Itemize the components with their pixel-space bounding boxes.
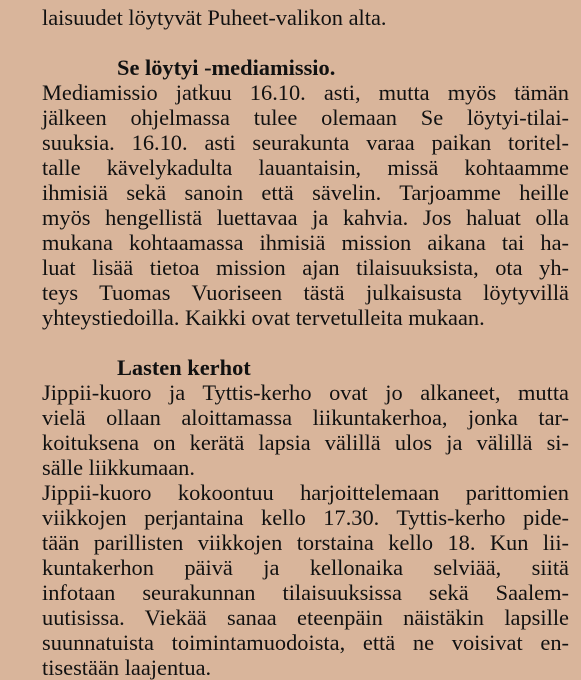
kids-text-line: Jippii-kuoro ja Tyttis-kerho ovat jo alkaneet, mutta <box>42 380 569 405</box>
intro-line: laisuudet löytyvät Puheet-valikon alta. <box>42 5 387 30</box>
kids-text-line: suunnatuista toimintamuodoista, että ne voisivat en- <box>42 630 569 655</box>
kids-heading: Lasten kerhot <box>117 355 251 380</box>
kids-text-line: koituksena on kerätä lapsia välillä ulos ja välillä si- <box>42 430 569 455</box>
kids-text-line: tisestään laajentua. <box>42 655 212 680</box>
kids-text-line: sälle liikkumaan. <box>42 455 195 480</box>
mission-text-line: Mediamissio jatkuu 16.10. asti, mutta myös tämän <box>42 80 569 105</box>
mission-text-line: luat lisää tietoa mission ajan tilaisuuksista, ota yh- <box>42 255 569 280</box>
kids-text-line: viikkojen perjantaina kello 17.30. Tyttis-kerho pide- <box>42 505 569 530</box>
mission-heading: Se löytyi -mediamissio. <box>117 55 336 80</box>
kids-text-line: kuntakerhon päivä ja kellonaika selviää, siitä <box>42 555 569 580</box>
mission-text-line: jälkeen ohjelmassa tulee olemaan Se löytyi-tilai- <box>42 105 569 130</box>
kids-text-line: infotaan seurakunnan tilaisuuksissa sekä Saalem- <box>42 580 569 605</box>
mission-text-line: yhteystiedoilla. Kaikki ovat tervetulleita mukaan. <box>42 305 485 330</box>
kids-text-line: uutisissa. Viekää sanaa eteenpäin näistäkin lapsille <box>42 605 569 630</box>
mission-text-line: ihmisiä sekä sanoin että sävelin. Tarjoamme heille <box>42 180 569 205</box>
mission-text-line: teys Tuomas Vuoriseen tästä julkaisusta löytyvillä <box>42 280 569 305</box>
mission-text-line: suuksia. 16.10. asti seurakunta varaa paikan toritel- <box>42 130 569 155</box>
mission-text-line: talle kävelykadulta lauantaisin, missä kohtaamme <box>42 155 569 180</box>
kids-text-line: vielä ollaan aloittamassa liikuntakerhoa, jonka tar- <box>42 405 569 430</box>
kids-text-line: Jippii-kuoro kokoontuu harjoittelemaan parittomien <box>42 480 569 505</box>
mission-text-line: myös hengellistä luettavaa ja kahvia. Jos haluat olla <box>42 205 569 230</box>
mission-text-line: mukana kohtaamassa ihmisiä mission aikana tai ha- <box>42 230 569 255</box>
kids-text-line: tään parillisten viikkojen torstaina kello 18. Kun lii- <box>42 530 569 555</box>
